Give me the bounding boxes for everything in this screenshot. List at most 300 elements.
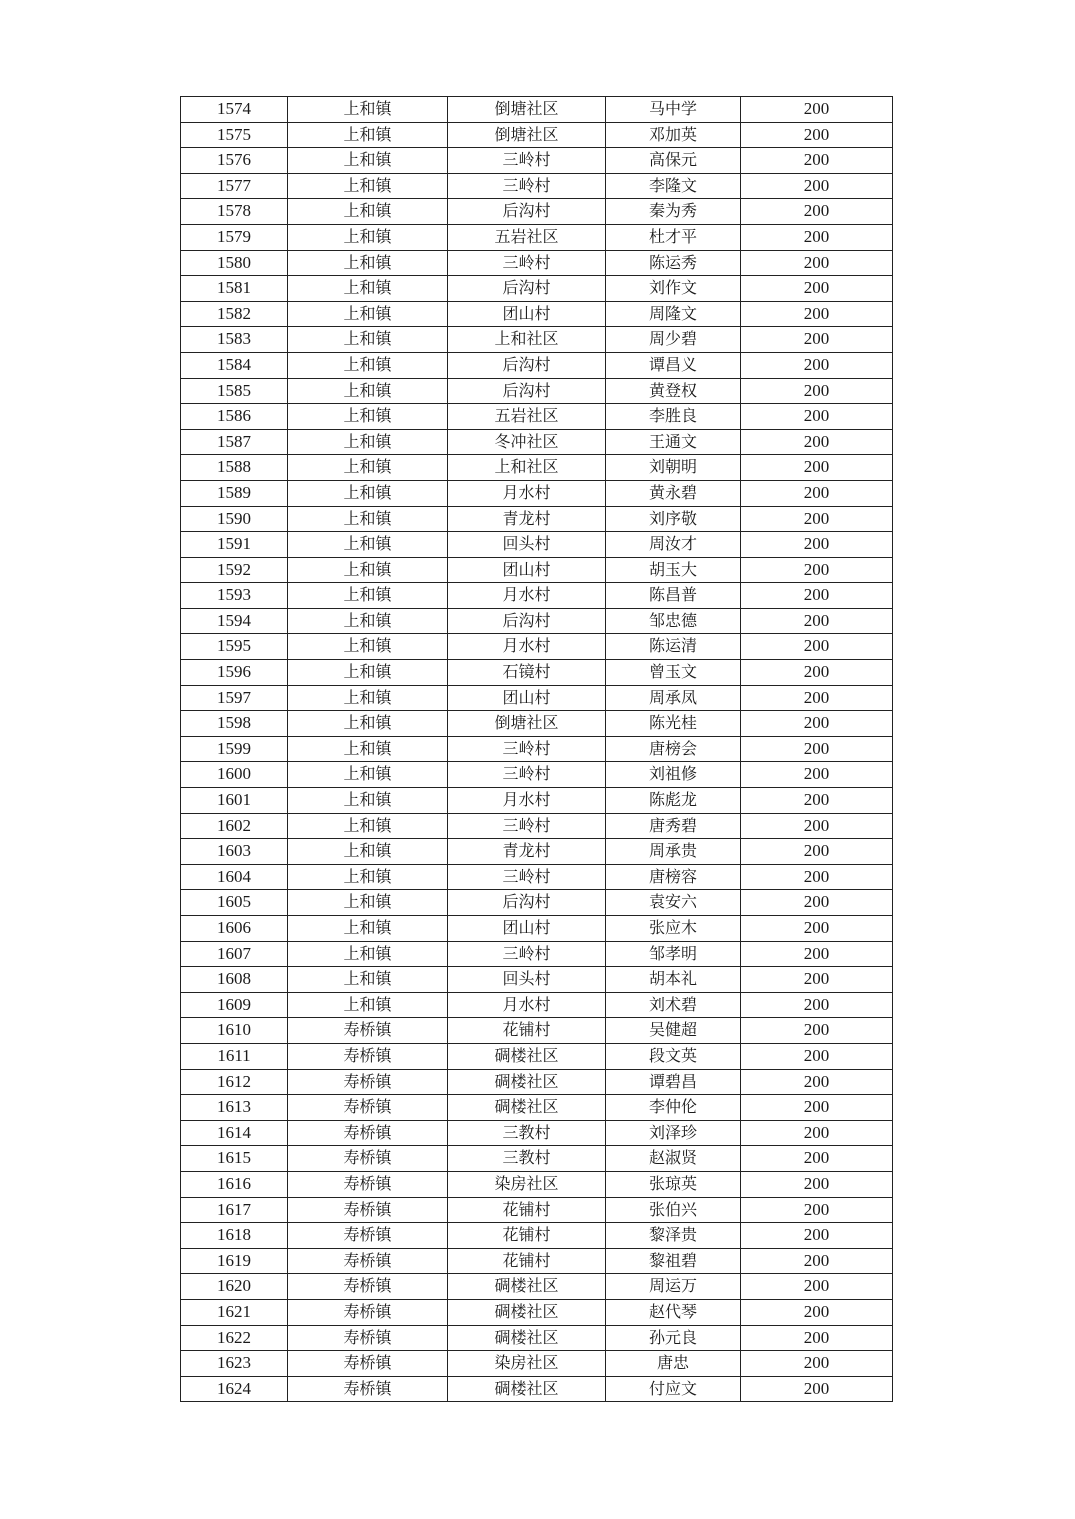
village-cell: 团山村: [448, 557, 606, 583]
table-row: [181, 506, 893, 532]
table-row: [181, 199, 893, 225]
table-row: [181, 557, 893, 583]
person-name-cell: 黄登权: [606, 378, 741, 404]
town-cell: 上和镇: [288, 506, 448, 532]
town-cell: 上和镇: [288, 429, 448, 455]
village-cell: 染房社区: [448, 1351, 606, 1377]
table-row: [181, 327, 893, 353]
person-name-cell: 唐榜容: [606, 864, 741, 890]
town-cell: 寿桥镇: [288, 1351, 448, 1377]
village-cell: 三岭村: [448, 173, 606, 199]
town-cell: 上和镇: [288, 532, 448, 558]
amount-cell: 200: [741, 685, 893, 711]
town-cell: 上和镇: [288, 839, 448, 865]
amount-cell: 200: [741, 788, 893, 814]
table-row: [181, 660, 893, 686]
village-cell: 团山村: [448, 301, 606, 327]
town-cell: 上和镇: [288, 404, 448, 430]
table-row: [181, 352, 893, 378]
person-name-cell: 刘序敬: [606, 506, 741, 532]
row-number-cell: 1613: [181, 1095, 288, 1121]
amount-cell: 200: [741, 1171, 893, 1197]
town-cell: 上和镇: [288, 224, 448, 250]
table-row: [181, 224, 893, 250]
row-number-cell: 1580: [181, 250, 288, 276]
row-number-cell: 1588: [181, 455, 288, 481]
town-cell: 上和镇: [288, 327, 448, 353]
village-cell: 月水村: [448, 583, 606, 609]
person-name-cell: 谭昌义: [606, 352, 741, 378]
amount-cell: 200: [741, 455, 893, 481]
row-number-cell: 1605: [181, 890, 288, 916]
table-body: [181, 97, 893, 1402]
village-cell: 月水村: [448, 992, 606, 1018]
village-cell: 碉楼社区: [448, 1095, 606, 1121]
town-cell: 寿桥镇: [288, 1171, 448, 1197]
row-number-cell: 1599: [181, 736, 288, 762]
table-row: [181, 378, 893, 404]
person-name-cell: 袁安六: [606, 890, 741, 916]
amount-cell: 200: [741, 839, 893, 865]
amount-cell: 200: [741, 1043, 893, 1069]
person-name-cell: 刘泽珍: [606, 1120, 741, 1146]
person-name-cell: 高保元: [606, 148, 741, 174]
table-row: [181, 1299, 893, 1325]
village-cell: 倒塘社区: [448, 711, 606, 737]
town-cell: 上和镇: [288, 455, 448, 481]
village-cell: 月水村: [448, 480, 606, 506]
town-cell: 寿桥镇: [288, 1018, 448, 1044]
amount-cell: 200: [741, 967, 893, 993]
row-number-cell: 1600: [181, 762, 288, 788]
person-name-cell: 李胜良: [606, 404, 741, 430]
village-cell: 碉楼社区: [448, 1299, 606, 1325]
row-number-cell: 1623: [181, 1351, 288, 1377]
amount-cell: 200: [741, 352, 893, 378]
amount-cell: 200: [741, 813, 893, 839]
row-number-cell: 1587: [181, 429, 288, 455]
table-row: [181, 480, 893, 506]
village-cell: 月水村: [448, 634, 606, 660]
village-cell: 后沟村: [448, 199, 606, 225]
amount-cell: 200: [741, 992, 893, 1018]
row-number-cell: 1574: [181, 97, 288, 123]
person-name-cell: 周承凤: [606, 685, 741, 711]
town-cell: 上和镇: [288, 711, 448, 737]
row-number-cell: 1589: [181, 480, 288, 506]
row-number-cell: 1576: [181, 148, 288, 174]
person-name-cell: 黎祖碧: [606, 1248, 741, 1274]
town-cell: 寿桥镇: [288, 1095, 448, 1121]
person-name-cell: 李仲伦: [606, 1095, 741, 1121]
amount-cell: 200: [741, 1223, 893, 1249]
person-name-cell: 张应木: [606, 916, 741, 942]
person-name-cell: 陈运秀: [606, 250, 741, 276]
row-number-cell: 1609: [181, 992, 288, 1018]
village-cell: 石镜村: [448, 660, 606, 686]
village-cell: 回头村: [448, 532, 606, 558]
village-cell: 倒塘社区: [448, 97, 606, 123]
row-number-cell: 1611: [181, 1043, 288, 1069]
row-number-cell: 1578: [181, 199, 288, 225]
person-name-cell: 张琼英: [606, 1171, 741, 1197]
table-row: [181, 1120, 893, 1146]
table-row: [181, 276, 893, 302]
village-cell: 花铺村: [448, 1018, 606, 1044]
amount-cell: 200: [741, 916, 893, 942]
amount-cell: 200: [741, 864, 893, 890]
village-cell: 三岭村: [448, 762, 606, 788]
person-name-cell: 赵代琴: [606, 1299, 741, 1325]
table-row: [181, 1248, 893, 1274]
row-number-cell: 1606: [181, 916, 288, 942]
person-name-cell: 李隆文: [606, 173, 741, 199]
row-number-cell: 1620: [181, 1274, 288, 1300]
town-cell: 上和镇: [288, 967, 448, 993]
table-row: [181, 122, 893, 148]
table-row: [181, 1351, 893, 1377]
row-number-cell: 1596: [181, 660, 288, 686]
row-number-cell: 1614: [181, 1120, 288, 1146]
table-row: [181, 532, 893, 558]
village-cell: 五岩社区: [448, 224, 606, 250]
amount-cell: 200: [741, 941, 893, 967]
town-cell: 上和镇: [288, 890, 448, 916]
person-name-cell: 陈运清: [606, 634, 741, 660]
village-cell: 后沟村: [448, 890, 606, 916]
town-cell: 上和镇: [288, 660, 448, 686]
table-row: [181, 788, 893, 814]
town-cell: 寿桥镇: [288, 1325, 448, 1351]
village-cell: 倒塘社区: [448, 122, 606, 148]
person-name-cell: 黄永碧: [606, 480, 741, 506]
amount-cell: 200: [741, 480, 893, 506]
village-cell: 三岭村: [448, 736, 606, 762]
row-number-cell: 1607: [181, 941, 288, 967]
person-name-cell: 唐忠: [606, 1351, 741, 1377]
person-name-cell: 周汝才: [606, 532, 741, 558]
person-name-cell: 刘术碧: [606, 992, 741, 1018]
village-cell: 青龙村: [448, 839, 606, 865]
amount-cell: 200: [741, 1146, 893, 1172]
town-cell: 寿桥镇: [288, 1223, 448, 1249]
town-cell: 寿桥镇: [288, 1043, 448, 1069]
person-name-cell: 王通文: [606, 429, 741, 455]
table-row: [181, 429, 893, 455]
village-cell: 后沟村: [448, 378, 606, 404]
village-cell: 上和社区: [448, 327, 606, 353]
person-name-cell: 刘朝明: [606, 455, 741, 481]
amount-cell: 200: [741, 532, 893, 558]
town-cell: 上和镇: [288, 992, 448, 1018]
amount-cell: 200: [741, 224, 893, 250]
row-number-cell: 1603: [181, 839, 288, 865]
table-row: [181, 301, 893, 327]
village-cell: 花铺村: [448, 1197, 606, 1223]
town-cell: 上和镇: [288, 788, 448, 814]
table-row: [181, 1376, 893, 1402]
table-row: [181, 941, 893, 967]
village-cell: 三岭村: [448, 864, 606, 890]
row-number-cell: 1618: [181, 1223, 288, 1249]
row-number-cell: 1584: [181, 352, 288, 378]
amount-cell: 200: [741, 736, 893, 762]
person-name-cell: 唐榜会: [606, 736, 741, 762]
town-cell: 上和镇: [288, 352, 448, 378]
village-cell: 碉楼社区: [448, 1069, 606, 1095]
amount-cell: 200: [741, 583, 893, 609]
amount-cell: 200: [741, 1274, 893, 1300]
table-row: [181, 608, 893, 634]
town-cell: 上和镇: [288, 916, 448, 942]
village-cell: 后沟村: [448, 276, 606, 302]
row-number-cell: 1590: [181, 506, 288, 532]
table-row: [181, 583, 893, 609]
table-row: [181, 992, 893, 1018]
person-name-cell: 邹忠德: [606, 608, 741, 634]
town-cell: 上和镇: [288, 736, 448, 762]
person-name-cell: 张伯兴: [606, 1197, 741, 1223]
village-cell: 后沟村: [448, 352, 606, 378]
row-number-cell: 1619: [181, 1248, 288, 1274]
village-cell: 碉楼社区: [448, 1376, 606, 1402]
table-row: [181, 97, 893, 123]
village-cell: 三教村: [448, 1120, 606, 1146]
row-number-cell: 1621: [181, 1299, 288, 1325]
person-name-cell: 马中学: [606, 97, 741, 123]
table-row: [181, 1223, 893, 1249]
table-row: [181, 839, 893, 865]
amount-cell: 200: [741, 1299, 893, 1325]
person-name-cell: 黎泽贵: [606, 1223, 741, 1249]
row-number-cell: 1586: [181, 404, 288, 430]
amount-cell: 200: [741, 660, 893, 686]
row-number-cell: 1601: [181, 788, 288, 814]
village-cell: 三岭村: [448, 250, 606, 276]
table-row: [181, 711, 893, 737]
town-cell: 上和镇: [288, 250, 448, 276]
table-row: [181, 173, 893, 199]
town-cell: 上和镇: [288, 941, 448, 967]
table-row: [181, 762, 893, 788]
amount-cell: 200: [741, 173, 893, 199]
village-cell: 五岩社区: [448, 404, 606, 430]
town-cell: 寿桥镇: [288, 1248, 448, 1274]
row-number-cell: 1592: [181, 557, 288, 583]
village-cell: 染房社区: [448, 1171, 606, 1197]
amount-cell: 200: [741, 711, 893, 737]
amount-cell: 200: [741, 327, 893, 353]
row-number-cell: 1579: [181, 224, 288, 250]
village-cell: 后沟村: [448, 608, 606, 634]
village-cell: 青龙村: [448, 506, 606, 532]
person-name-cell: 周承贵: [606, 839, 741, 865]
person-name-cell: 孙元良: [606, 1325, 741, 1351]
town-cell: 上和镇: [288, 173, 448, 199]
amount-cell: 200: [741, 634, 893, 660]
person-name-cell: 秦为秀: [606, 199, 741, 225]
village-cell: 团山村: [448, 916, 606, 942]
person-name-cell: 刘祖修: [606, 762, 741, 788]
town-cell: 寿桥镇: [288, 1120, 448, 1146]
row-number-cell: 1591: [181, 532, 288, 558]
town-cell: 上和镇: [288, 762, 448, 788]
amount-cell: 200: [741, 1095, 893, 1121]
table-row: [181, 1146, 893, 1172]
village-cell: 三岭村: [448, 813, 606, 839]
amount-cell: 200: [741, 608, 893, 634]
village-cell: 碉楼社区: [448, 1043, 606, 1069]
row-number-cell: 1583: [181, 327, 288, 353]
amount-cell: 200: [741, 1351, 893, 1377]
town-cell: 上和镇: [288, 122, 448, 148]
document-page: [180, 96, 892, 1402]
amount-cell: 200: [741, 378, 893, 404]
town-cell: 上和镇: [288, 301, 448, 327]
row-number-cell: 1582: [181, 301, 288, 327]
town-cell: 上和镇: [288, 557, 448, 583]
town-cell: 上和镇: [288, 685, 448, 711]
row-number-cell: 1602: [181, 813, 288, 839]
row-number-cell: 1597: [181, 685, 288, 711]
person-name-cell: 谭碧昌: [606, 1069, 741, 1095]
amount-cell: 200: [741, 1376, 893, 1402]
table-row: [181, 890, 893, 916]
person-name-cell: 赵淑贤: [606, 1146, 741, 1172]
row-number-cell: 1595: [181, 634, 288, 660]
row-number-cell: 1615: [181, 1146, 288, 1172]
table-row: [181, 1018, 893, 1044]
town-cell: 上和镇: [288, 864, 448, 890]
town-cell: 上和镇: [288, 608, 448, 634]
table-row: [181, 1197, 893, 1223]
table-row: [181, 1171, 893, 1197]
town-cell: 寿桥镇: [288, 1376, 448, 1402]
row-number-cell: 1575: [181, 122, 288, 148]
row-number-cell: 1593: [181, 583, 288, 609]
town-cell: 上和镇: [288, 276, 448, 302]
town-cell: 上和镇: [288, 813, 448, 839]
table-row: [181, 813, 893, 839]
amount-cell: 200: [741, 1248, 893, 1274]
row-number-cell: 1598: [181, 711, 288, 737]
table-row: [181, 1069, 893, 1095]
amount-cell: 200: [741, 506, 893, 532]
row-number-cell: 1604: [181, 864, 288, 890]
amount-cell: 200: [741, 890, 893, 916]
person-name-cell: 胡玉大: [606, 557, 741, 583]
person-name-cell: 曾玉文: [606, 660, 741, 686]
amount-cell: 200: [741, 97, 893, 123]
village-cell: 碉楼社区: [448, 1274, 606, 1300]
amount-cell: 200: [741, 122, 893, 148]
table-row: [181, 736, 893, 762]
village-cell: 碉楼社区: [448, 1325, 606, 1351]
town-cell: 寿桥镇: [288, 1197, 448, 1223]
town-cell: 寿桥镇: [288, 1299, 448, 1325]
subsidy-list-table: [180, 96, 893, 1402]
amount-cell: 200: [741, 557, 893, 583]
table-row: [181, 864, 893, 890]
village-cell: 月水村: [448, 788, 606, 814]
village-cell: 三教村: [448, 1146, 606, 1172]
table-row: [181, 916, 893, 942]
person-name-cell: 周少碧: [606, 327, 741, 353]
town-cell: 上和镇: [288, 480, 448, 506]
row-number-cell: 1612: [181, 1069, 288, 1095]
amount-cell: 200: [741, 199, 893, 225]
amount-cell: 200: [741, 762, 893, 788]
table-row: [181, 1325, 893, 1351]
person-name-cell: 吴健超: [606, 1018, 741, 1044]
person-name-cell: 陈彪龙: [606, 788, 741, 814]
village-cell: 上和社区: [448, 455, 606, 481]
row-number-cell: 1581: [181, 276, 288, 302]
amount-cell: 200: [741, 1069, 893, 1095]
person-name-cell: 付应文: [606, 1376, 741, 1402]
person-name-cell: 陈光桂: [606, 711, 741, 737]
table-row: [181, 1043, 893, 1069]
village-cell: 花铺村: [448, 1248, 606, 1274]
amount-cell: 200: [741, 1325, 893, 1351]
amount-cell: 200: [741, 1120, 893, 1146]
amount-cell: 200: [741, 404, 893, 430]
person-name-cell: 周运万: [606, 1274, 741, 1300]
table-row: [181, 148, 893, 174]
row-number-cell: 1622: [181, 1325, 288, 1351]
amount-cell: 200: [741, 429, 893, 455]
town-cell: 寿桥镇: [288, 1069, 448, 1095]
town-cell: 上和镇: [288, 97, 448, 123]
table-row: [181, 634, 893, 660]
village-cell: 冬冲社区: [448, 429, 606, 455]
amount-cell: 200: [741, 301, 893, 327]
town-cell: 上和镇: [288, 378, 448, 404]
village-cell: 三岭村: [448, 941, 606, 967]
amount-cell: 200: [741, 250, 893, 276]
table-row: [181, 455, 893, 481]
village-cell: 花铺村: [448, 1223, 606, 1249]
row-number-cell: 1594: [181, 608, 288, 634]
row-number-cell: 1608: [181, 967, 288, 993]
town-cell: 上和镇: [288, 148, 448, 174]
table-row: [181, 250, 893, 276]
table-row: [181, 967, 893, 993]
town-cell: 寿桥镇: [288, 1274, 448, 1300]
person-name-cell: 唐秀碧: [606, 813, 741, 839]
town-cell: 上和镇: [288, 199, 448, 225]
row-number-cell: 1610: [181, 1018, 288, 1044]
person-name-cell: 刘作文: [606, 276, 741, 302]
table-row: [181, 404, 893, 430]
person-name-cell: 胡本礼: [606, 967, 741, 993]
person-name-cell: 段文英: [606, 1043, 741, 1069]
row-number-cell: 1617: [181, 1197, 288, 1223]
village-cell: 团山村: [448, 685, 606, 711]
town-cell: 上和镇: [288, 634, 448, 660]
person-name-cell: 杜才平: [606, 224, 741, 250]
amount-cell: 200: [741, 148, 893, 174]
table-row: [181, 1095, 893, 1121]
person-name-cell: 周隆文: [606, 301, 741, 327]
person-name-cell: 陈昌普: [606, 583, 741, 609]
town-cell: 寿桥镇: [288, 1146, 448, 1172]
amount-cell: 200: [741, 276, 893, 302]
row-number-cell: 1585: [181, 378, 288, 404]
table-row: [181, 685, 893, 711]
person-name-cell: 邹孝明: [606, 941, 741, 967]
row-number-cell: 1624: [181, 1376, 288, 1402]
